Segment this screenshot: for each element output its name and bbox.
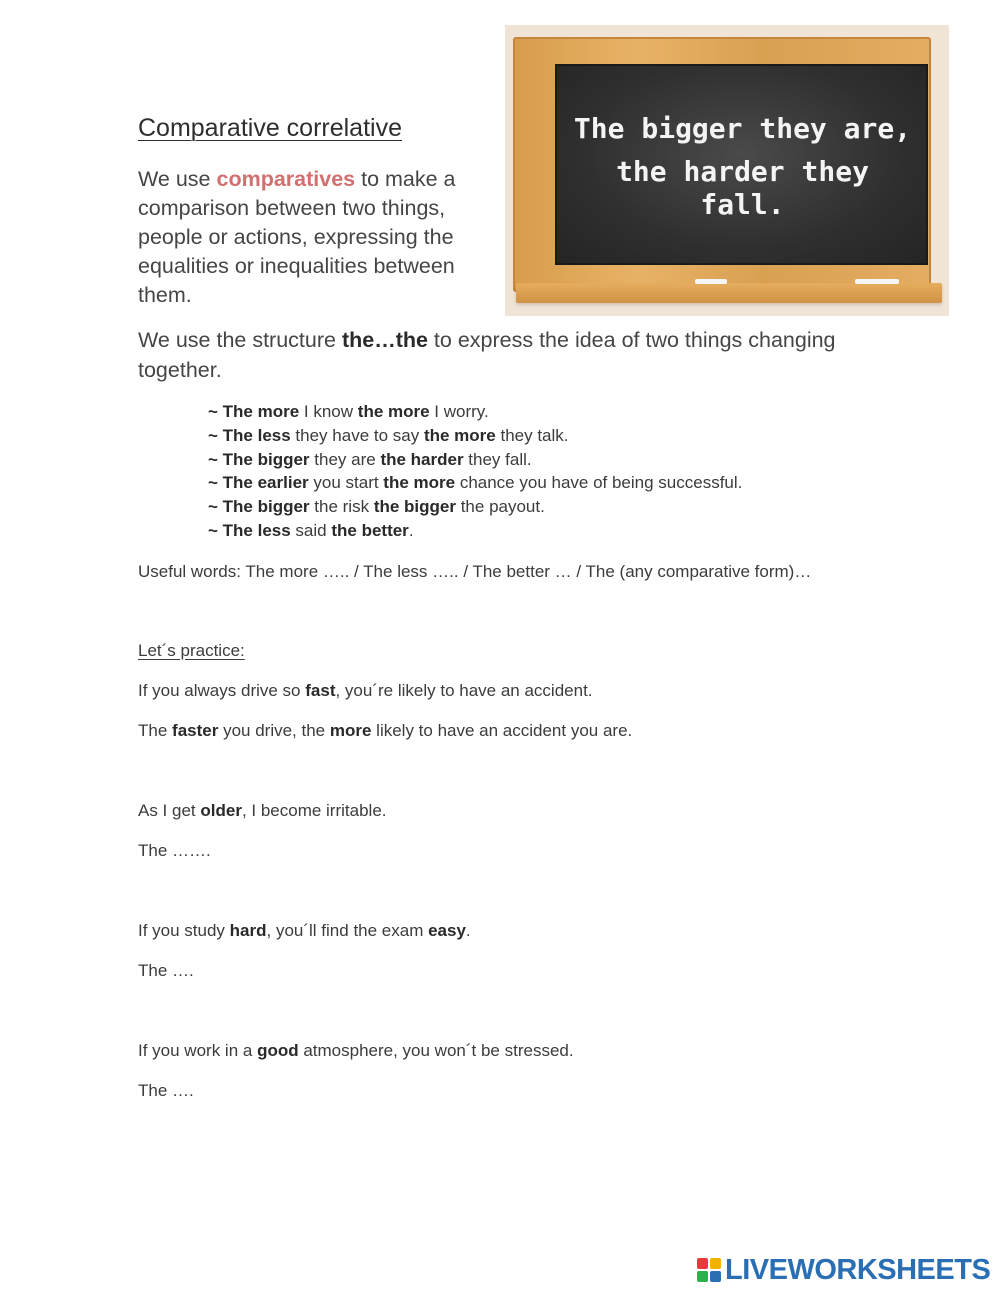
intro-paragraph — [138, 165, 488, 310]
example-item: ~ The more I know the more I worry. — [208, 402, 489, 421]
structure-text: to express the idea of two things changing together. — [138, 328, 836, 382]
structure-paragraph — [138, 325, 878, 385]
practice-heading: Let´s practice: — [138, 641, 245, 660]
chalk-piece — [855, 279, 899, 284]
useful-words: Useful words: The more ….. / The less ….. / The better … / The (any comparative form)… — [138, 562, 812, 581]
exercise-2-prompt: As I get older, I become irritable. — [138, 801, 387, 820]
example-item: ~ The less said the better. — [208, 520, 414, 540]
page-title: Comparative correlative — [138, 114, 402, 142]
example-item: ~ The less they have to say the more they talk. — [208, 425, 569, 445]
chalkboard-line-1: The bigger they are, — [573, 112, 912, 145]
exercise-2-answer-field[interactable]: The ……. — [138, 841, 211, 860]
logo-text: LIVEWORKSHEETS — [725, 1253, 991, 1286]
logo-tile — [697, 1271, 708, 1282]
exercise-3-answer-field[interactable]: The …. — [138, 961, 194, 980]
exercise-4-prompt: If you work in a good atmosphere, you won´t be stressed. — [138, 1041, 574, 1060]
example-list — [208, 400, 742, 543]
structure-keyword: the…the — [341, 328, 428, 352]
exercise-3-prompt: If you study hard, you´ll find the exam easy. — [138, 921, 471, 940]
exercise-1-answer: The faster you drive, the more likely to have an accident you are. — [138, 721, 633, 740]
example-item: ~ The earlier you start the more chance you have of being successful. — [208, 473, 743, 493]
intro-text: We use — [138, 167, 217, 191]
logo-tile — [697, 1258, 708, 1269]
chalkboard-ledge — [516, 283, 942, 303]
chalkboard-line-2: the harder they fall. — [616, 155, 869, 221]
example-item: ~ The bigger the risk the bigger the payout. — [208, 497, 545, 517]
intro-highlight: comparatives — [216, 167, 356, 191]
logo-tile — [710, 1258, 721, 1269]
chalk-piece — [695, 279, 727, 284]
exercise-4-answer-field[interactable]: The …. — [138, 1081, 194, 1100]
structure-text: We use the structure — [138, 328, 342, 352]
example-item: ~ The bigger they are the harder they fall. — [208, 449, 532, 469]
liveworksheets-icon — [697, 1258, 721, 1282]
liveworksheets-logo — [697, 1255, 990, 1285]
logo-tile — [710, 1271, 721, 1282]
intro-text: to make a comparison between two things, people or actions, expressing the equalities or inequalities between them. — [138, 167, 456, 307]
exercise-1-prompt: If you always drive so fast, you´re likely to have an accident. — [138, 681, 593, 700]
